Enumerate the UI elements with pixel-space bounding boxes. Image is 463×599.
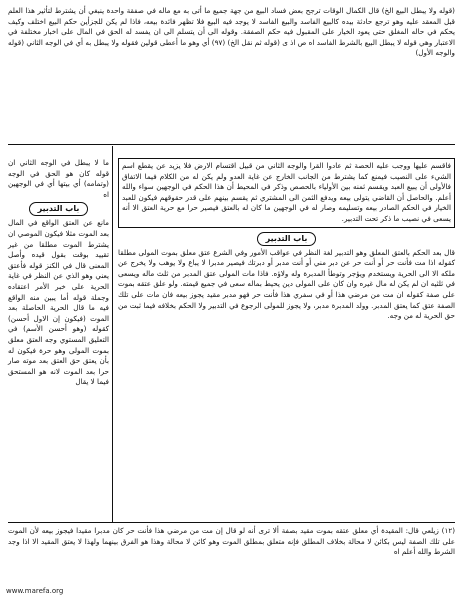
right-column: [118, 158, 455, 518]
boxed-commentary: [118, 158, 455, 228]
left-column: [8, 158, 109, 518]
main-text: (قوله ولا يبطل البيع الخ) قال الكمال الوقات ترجح بعض فساد البيع من جهة جميع ما أتى به مع ماله في صفقة واحدة ينبغي أن يشترط لتأثير هذا العلم قبل المعقد عليه وهو ترجع حادثة بيده كالبيع الفاسد والبيع الفاسد لا يوجد فيه البيع فلا تظهر فائدة بيعه، فاذا لم يكن للجزأين حكم البيع اختلف وكيف يحكم في حاله المغلق حتى يعود الخيار على المقبول فيه حكم الصفقة. وقوله الى أن يتسلم الى ان يفسد له الحق في المال على اخبار مختلفة في الاعتبار وهي قوله لا يبطل البيع بالشرط الفاسد اه ص اذ ى (قوله ثم نقل الخ) (٩٧) أي وهو ما أعطى قولين فقوله ولا يبطل به أي في الوجه الثاني (قوله والوجه الأول): [8, 6, 455, 58]
left-heading: باب التدبير: [8, 202, 109, 216]
left-intro: ما لا يبطل في الوجه الثاني ان قوله كان هو الحق في الوجه (وتمامه) أي بيتها أي في الوجهين اه: [8, 158, 109, 199]
footnote-block: [8, 526, 455, 582]
footnote-divider: [8, 522, 455, 523]
website-footer: www.marefa.org: [6, 587, 64, 595]
footnote-text: (١٢) زيلعي قال: المقيدة أي معلق عتقه بموت مقيد بصفة ألا ترى أنه لو قال إن مت من مرضي هذا فأنت حر كان مدبرا مقيدا فيجوز بيعه لأن الموت على تلك الصفة ليس بكائن لا محالة بخلاف المطلق فإنه متعلق بمطلق الموت وهو كائن لا محالة وهذا هو الفرق بينهما ولهذا لا يعتق المقيد الا اذا وجد الشرط والله أعلم اه: [8, 526, 455, 557]
document-page: [8, 6, 455, 584]
box-text: فاقسم عليها ووجب عليه الحصة ثم عادوا القرا والوجه الثاني من قبيل اقتسام الارض فلا يزيد عن يقطع اسم الشيء على النصيب فيمنع كما يشترط من الجانب الخارج عن غاية العدو ولم يكن له من الكلام فيما الاتفاق فالأولى أن يبيع العبد ويقسم ثمنه بين الأولياء بالحصص وذكر في المحيط أن هذا الحكم في الوجهين سواء والله أعلم. والحاصل أن القاضي يتولى بيعه ويدفع الثمن الى المشتري ثم يقسم بينهم على قدر حقوقهم فيكون للعبد الخيار في الحكم الصادر بيعه وتسليمه وصار له في الوجهين ما كان له بالعتق فيصير حرا مع حرية العتق الا أنه يسعى في نصيب ما ذكر تحت التدبير.: [122, 161, 451, 223]
right-body: قال بعد الحكم بالعتق المعلق وهو التدبير لغة النظر في عواقب الأمور وفي الشرع عتق معلق بموت المولى مطلقا كقوله اذا مت فأنت حر أو أنت حر عن دبر مني أو أنت مدبر أو دبرتك فيصير مدبرا لا يباع ولا يوهب ولا يخرج عن ملكه الا الى الحرية ويستخدم ويؤجر وتوطأ المدبرة وله ولاؤه. فاذا مات المولى عتق المدبر من ثلث ماله ويسعى في ثلثيه ان لم يكن له مال غيره وان كان على المولى دين يحيط بماله سعى في جميع قيمته. ولو علق عتقه بموت على صفة كقوله ان مت من مرضي هذا أو في سفري هذا فأنت حر فهو مدبر مقيد يجوز بيعه فان مات على تلك الصفة عتق كما يعتق المدبر. وولد المدبرة مدبر، ولا يجوز للمولى الرجوع في التدبير ولا الحكم بخلافه فيما ثبت من حق الحرية له من وجه.: [118, 247, 455, 321]
column-divider: [112, 146, 113, 522]
main-text-block: [8, 6, 455, 142]
left-body: مانع عن العتق الواقع في المال بعد الموت مثلا فيكون الموصي ان يشترط الموت مطلقا من غير تقييد بوقت بقول قيده وأصل المعنى قال في الكنز قوله فأعتق يعني وهو الذي عن النظر في غاية الحرية على خبر الأمر اعتقاده وجملة قوله أما يبين منه الواقع فيه ما قال الحرية الحاصلة بعد الموت (فيكون إن الاول أحسن) كقوله (وهو أحسن الأسم) في التعليق المستوي وجه العتق معلق بموت المولى وهو حرة فيكون له بأن يعتق حق العتق بعد موته صار حرا بعد الموت لانه هو المستحق فيما لا يقال: [8, 218, 109, 387]
section-divider: [8, 144, 455, 145]
right-heading: باب التدبير: [118, 232, 455, 246]
